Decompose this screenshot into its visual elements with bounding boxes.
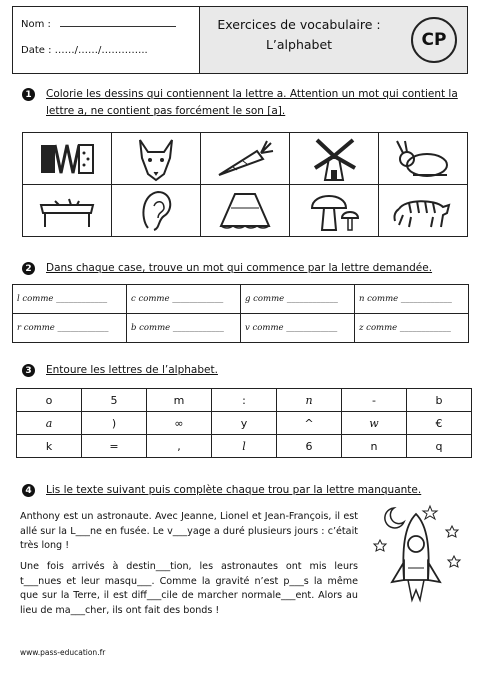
name-label: Nom : xyxy=(21,19,51,30)
word-cell[interactable]: v comme ____________ xyxy=(241,314,355,343)
letter-cell[interactable]: , xyxy=(147,435,212,458)
table-icon xyxy=(35,191,99,231)
picture-cell[interactable] xyxy=(112,185,201,237)
picture-cell[interactable] xyxy=(290,185,379,237)
date-label: Date : ……/……/………….. xyxy=(21,45,148,56)
exercise-4-number: 4 xyxy=(22,484,35,497)
word-cell[interactable]: c comme ____________ xyxy=(127,285,241,314)
footer-url[interactable]: www.pass-education.fr xyxy=(20,648,106,657)
letter-cell[interactable]: = xyxy=(82,435,147,458)
letter-cell[interactable]: l xyxy=(212,435,277,458)
picture-grid xyxy=(22,132,468,237)
letter-cell[interactable]: b xyxy=(407,389,472,412)
word-cell[interactable]: n comme ____________ xyxy=(355,285,469,314)
level-badge: CP xyxy=(411,17,457,63)
letter-cell[interactable]: w xyxy=(342,412,407,435)
name-field[interactable] xyxy=(60,26,176,27)
picture-cell[interactable] xyxy=(290,133,379,185)
letter-cell[interactable]: : xyxy=(212,389,277,412)
tiger-icon xyxy=(391,191,455,231)
page-title: Exercices de vocabulaire : xyxy=(217,17,381,32)
skirt-icon xyxy=(217,190,273,232)
picture-cell[interactable] xyxy=(201,185,290,237)
picture-cell[interactable] xyxy=(23,185,112,237)
exercise-2-number: 2 xyxy=(22,262,35,275)
letter-cell[interactable]: ^ xyxy=(277,412,342,435)
exercise-1-instruction: Colorie les dessins qui contiennent la lettre a. Attention un mot qui contient la lettre a, ne contient pas forcément le son [a]. xyxy=(46,88,458,117)
letter-cell[interactable]: 5 xyxy=(82,389,147,412)
letter-cell[interactable]: m xyxy=(147,389,212,412)
letter-cell[interactable]: ) xyxy=(82,412,147,435)
picture-cell[interactable] xyxy=(112,133,201,185)
text-paragraph-2: Une fois arrivés à destin___tion, les astronautes ont mis leurs t___nues et leur masqu___. Comme la gravité n’est p___s la même que sur la Terre, il est diff___cile de marcher normale___ent. Alors au lieu de ma___cher, ils ont fait des bonds ! xyxy=(20,561,358,616)
word-table xyxy=(12,284,469,343)
rocket-icon xyxy=(370,500,464,620)
accordion-icon xyxy=(35,139,99,179)
text-paragraph-1: Anthony est un astronaute. Avec Jeanne, Lionel et Jean-François, il est allé sur la L___ne en fusée. Le v___yage a duré plusieurs jours : c’était très long ! xyxy=(20,511,358,551)
letter-cell[interactable]: k xyxy=(17,435,82,458)
letter-cell[interactable]: q xyxy=(407,435,472,458)
mushroom-icon xyxy=(306,188,362,234)
student-info-box xyxy=(13,7,200,73)
letter-cell[interactable]: n xyxy=(277,389,342,412)
word-cell[interactable]: z comme ____________ xyxy=(355,314,469,343)
letter-cell[interactable]: n xyxy=(342,435,407,458)
letter-cell[interactable]: 6 xyxy=(277,435,342,458)
picture-cell[interactable] xyxy=(201,133,290,185)
ear-icon xyxy=(136,188,176,234)
picture-cell[interactable] xyxy=(379,185,468,237)
windmill-icon xyxy=(309,136,359,182)
word-cell[interactable]: b comme ____________ xyxy=(127,314,241,343)
carrot-icon xyxy=(213,139,277,179)
letter-cell[interactable]: € xyxy=(407,412,472,435)
wolf-icon xyxy=(134,136,178,182)
page-header xyxy=(12,6,468,74)
letter-cell[interactable]: - xyxy=(342,389,407,412)
page-subtitle: L’alphabet xyxy=(265,37,333,52)
word-cell[interactable]: l comme ____________ xyxy=(13,285,127,314)
exercise-3-instruction: Entoure les lettres de l’alphabet. xyxy=(46,364,218,376)
picture-cell[interactable] xyxy=(379,133,468,185)
letter-cell[interactable]: y xyxy=(212,412,277,435)
exercise-1-number: 1 xyxy=(22,88,35,101)
rabbit-icon xyxy=(391,139,455,179)
word-cell[interactable]: r comme ____________ xyxy=(13,314,127,343)
exercise-3-number: 3 xyxy=(22,364,35,377)
letter-table xyxy=(16,388,472,458)
letter-cell[interactable]: a xyxy=(17,412,82,435)
letter-cell[interactable]: ∞ xyxy=(147,412,212,435)
exercise-2-instruction: Dans chaque case, trouve un mot qui commence par la lettre demandée. xyxy=(46,262,433,274)
letter-cell[interactable]: o xyxy=(17,389,82,412)
picture-cell[interactable] xyxy=(23,133,112,185)
word-cell[interactable]: g comme ____________ xyxy=(241,285,355,314)
exercise-4-instruction: Lis le texte suivant puis complète chaque trou par la lettre manquante. xyxy=(46,484,422,496)
